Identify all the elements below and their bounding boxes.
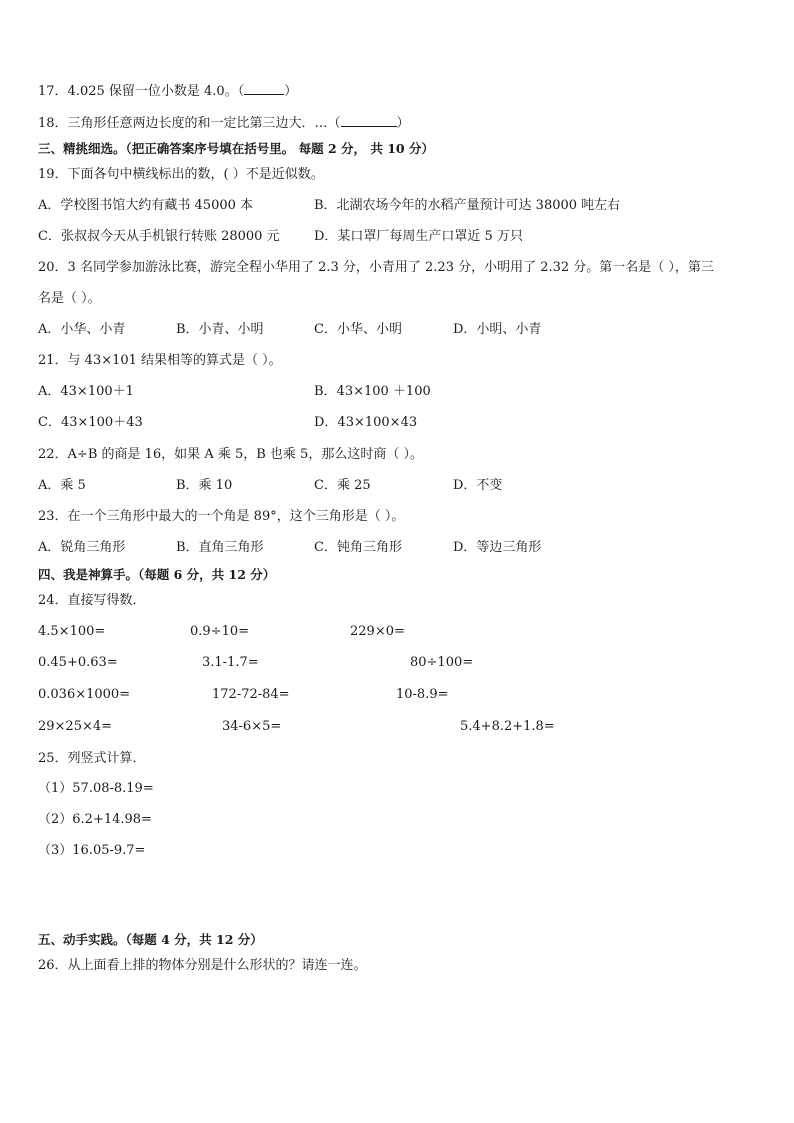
q21-option-c[interactable]: C．43×100＋43: [38, 415, 143, 430]
section-5-heading: 五、动手实践。（每题 4 分，共 12 分）: [38, 932, 263, 947]
q19-option-b[interactable]: B．北湖农场今年的水稻产量预计可达 38000 吨左右: [314, 198, 621, 213]
vertical-calc-item: （1）57.08-8.19=: [38, 781, 154, 796]
q20-option-a[interactable]: A．小华、小青: [38, 322, 126, 337]
q23-option-c[interactable]: C．钝角三角形: [314, 540, 402, 555]
q20-option-c[interactable]: C．小华、小明: [314, 322, 402, 337]
q19-option-d[interactable]: D．某口罩厂每周生产口罩近 5 万只: [314, 229, 523, 244]
question-18: [38, 114, 410, 133]
answer-blank-18[interactable]: [341, 114, 397, 127]
calc-item: 3.1-1.7=: [202, 655, 259, 670]
q21-option-a[interactable]: A．43×100＋1: [38, 384, 134, 399]
q22-option-b[interactable]: B．乘 10: [176, 478, 233, 493]
calc-item: 172-72-84=: [212, 687, 290, 702]
calc-item: 0.9÷10=: [190, 624, 250, 639]
question-19-stem: 19．下面各句中横线标出的数，( ）不是近似数。: [38, 167, 324, 182]
q22-option-c[interactable]: C．乘 25: [314, 478, 371, 493]
calc-item: 4.5×100=: [38, 624, 106, 639]
question-17: [38, 82, 297, 101]
calc-item: 5.4+8.2+1.8=: [460, 719, 555, 734]
calc-item: 229×0=: [350, 624, 405, 639]
calc-item: 0.45+0.63=: [38, 655, 118, 670]
q23-option-a[interactable]: A．锐角三角形: [38, 540, 126, 555]
calc-item: 10-8.9=: [396, 687, 449, 702]
question-23-stem: 23．在一个三角形中最大的一个角是 89°，这个三角形是（ ）。: [38, 509, 405, 524]
answer-blank-17[interactable]: [244, 82, 284, 95]
section-3-heading: 三、精挑细选。（把正确答案序号填在括号里。 每题 2 分， 共 10 分）: [38, 141, 434, 156]
q20-option-d[interactable]: D．小明、小青: [453, 322, 542, 337]
question-17-text: 17．4.025 保留一位小数是 4.0。（: [38, 84, 245, 99]
question-17-close: ）: [284, 84, 298, 99]
question-18-text: 18．三角形任意两边长度的和一定比第三边大．…（: [38, 116, 341, 131]
calc-item: 34-6×5=: [222, 719, 282, 734]
q23-option-d[interactable]: D．等边三角形: [453, 540, 542, 555]
q19-option-c[interactable]: C．张叔叔今天从手机银行转账 28000 元: [38, 229, 280, 244]
question-18-close: ）: [396, 116, 410, 131]
q21-option-b[interactable]: B．43×100 ＋100: [314, 384, 431, 399]
q22-option-d[interactable]: D．不变: [453, 478, 503, 493]
q20-option-b[interactable]: B．小青、小明: [176, 322, 264, 337]
calc-item: 0.036×1000=: [38, 687, 131, 702]
question-26-stem: 26．从上面看上排的物体分别是什么形状的？请连一连。: [38, 958, 367, 973]
question-25-stem: 25．列竖式计算．: [38, 751, 146, 766]
q19-option-a[interactable]: A．学校图书馆大约有藏书 45000 本: [38, 198, 254, 213]
question-22-stem: 22．A÷B 的商是 16，如果 A 乘 5，B 也乘 5，那么这时商（ ）。: [38, 447, 423, 462]
question-20-stem-line1: 20．3 名同学参加游泳比赛，游完全程小华用了 2.3 分，小青用了 2.23 分，小明用了 2.32 分。第一名是（ ），第三: [38, 260, 714, 275]
question-21-stem: 21．与 43×101 结果相等的算式是（ ）。: [38, 353, 282, 368]
calc-item: 29×25×4=: [38, 719, 113, 734]
vertical-calc-item: （3）16.05-9.7=: [38, 843, 146, 858]
question-20-stem-line2: 名是（ ）。: [38, 291, 101, 306]
question-24-stem: 24．直接写得数．: [38, 593, 146, 608]
q21-option-d[interactable]: D．43×100×43: [314, 415, 418, 430]
q23-option-b[interactable]: B．直角三角形: [176, 540, 264, 555]
section-4-heading: 四、我是神算手。（每题 6 分，共 12 分）: [38, 567, 276, 582]
q22-option-a[interactable]: A．乘 5: [38, 478, 86, 493]
vertical-calc-item: （2）6.2+14.98=: [38, 812, 152, 827]
calc-item: 80÷100=: [410, 655, 474, 670]
